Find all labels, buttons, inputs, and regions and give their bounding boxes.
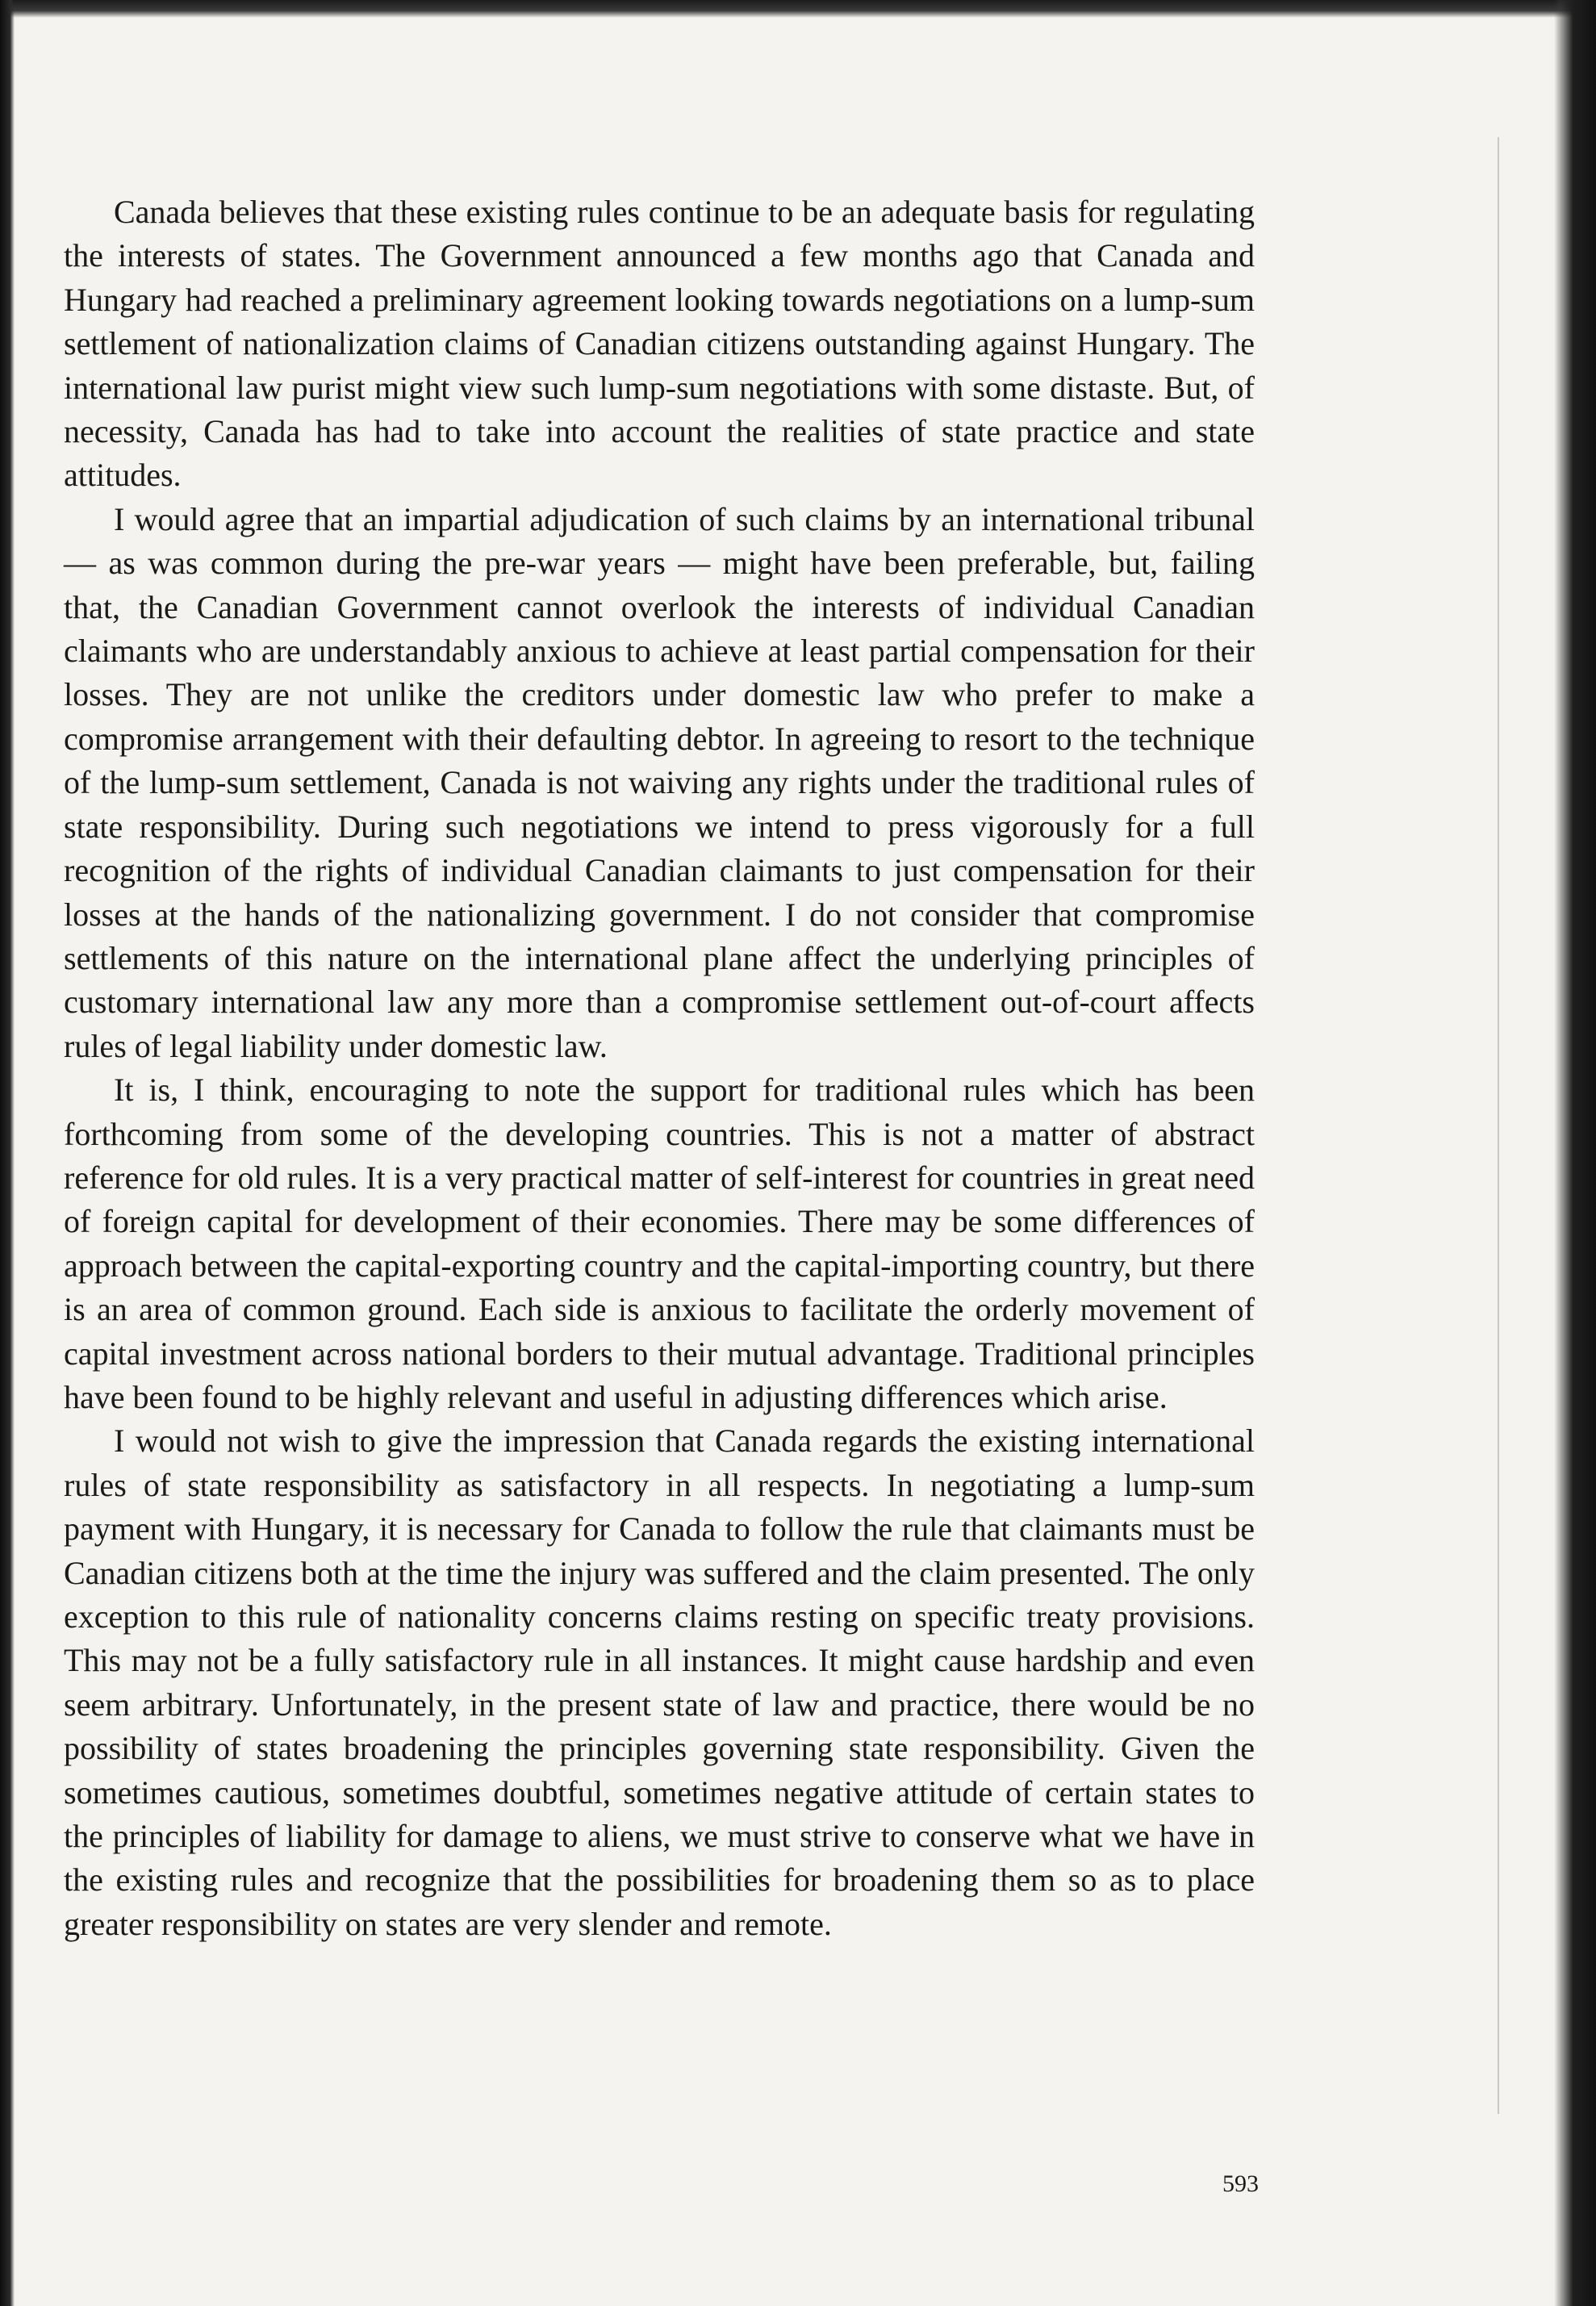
page-body — [64, 190, 1255, 1946]
paragraph-1: Canada believes that these existing rules continue to be an adequate basis for regulating the interests of states. The Government announced a few months ago that Canada and Hungary had reached a preliminary agreement looking towards negotiations on a lump-sum settlement of nationalization claims of Canadian citizens outstanding against Hungary. The international law purist might view such lump-sum negotiations with some distaste. But, of necessity, Canada has had to take into account the realities of state practice and state attitudes. — [64, 194, 1255, 494]
paragraph-2: I would agree that an impartial adjudication of such claims by an international tribunal — as was common during the pre-war years — might have been preferable, but, failing that, the Canadian Government cannot overlook the interests of individual Canadian claimants who are understandably anxious to achieve at least partial compensation for their losses. They are not unlike the creditors under domestic law who prefer to make a compromise arrangement with their defaulting debtor. In agreeing to resort to the technique of the lump-sum settlement, Canada is not waiving any rights under the traditional rules of state responsibility. During such negotiations we intend to press vigorously for a full recognition of the rights of individual Canadian claimants to just compensation for their losses at the hands of the nationalizing government. I do not consider that compromise settlements of this nature on the international plane affect the underlying principles of customary international law any more than a compromise settlement out-of-court affects rules of legal liability under domestic law. — [64, 500, 1255, 1064]
scan-edge-left — [0, 0, 15, 2306]
page-number: 593 — [1222, 2170, 1259, 2197]
paragraph-3: It is, I think, encouraging to note the support for traditional rules which has been forthcoming from some of the developing countries. This is not a matter of abstract reference for old rules. It is a very practical matter of self-interest for countries in great need of foreign capital for development of their economies. There may be some differences of approach between the capital-exporting country and the capital-importing country, but there is an area of common ground. Each side is anxious to facilitate the orderly movement of capital investment across national borders to their mutual advantage. Traditional principles have been found to be highly relevant and useful in adjusting differences which arise. — [64, 1072, 1255, 1415]
paragraph-4: I would not wish to give the impression that Canada regards the existing international rules of state responsibility as satisfactory in all respects. In negotiating a lump-sum payment with Hungary, it is necessary for Canada to follow the rule that claimants must be Canadian citizens both at the time the injury was suffered and the claim presented. The only exception to this rule of nationality concerns claims resting on specific treaty provisions. This may not be a fully satisfactory rule in all instances. It might cause hardship and even seem arbitrary. Unfortunately, in the present state of law and practice, there would be no possibility of states broadening the principles governing state responsibility. Given the sometimes cautious, sometimes doubtful, sometimes negative attitude of certain states to the principles of liability for damage to aliens, we must strive to conserve what we have in the existing rules and recognize that the possibilities for broadening them so as to place greater responsibility on states are very slender and remote. — [64, 1422, 1255, 1942]
page-fold-line — [1498, 137, 1499, 2114]
scan-edge-right — [1554, 0, 1596, 2306]
scan-edge-top — [0, 0, 1596, 18]
